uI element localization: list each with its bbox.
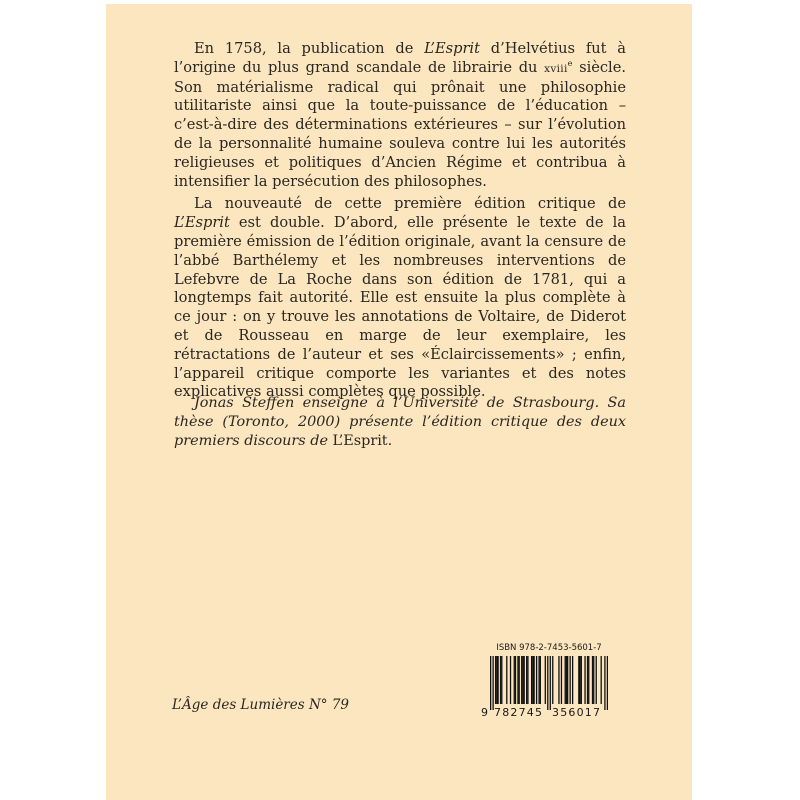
barcode-bar [569, 656, 570, 704]
barcode-bar [500, 656, 501, 704]
barcode-bar [501, 656, 502, 704]
bio-title-roman: L’Esprit [332, 433, 388, 449]
barcode-bar [497, 656, 498, 704]
barcode-bar [538, 656, 539, 704]
barcode-bar [490, 656, 491, 710]
title-italic: L’Esprit [424, 40, 480, 57]
barcode-bar [572, 656, 573, 704]
barcode-bar [578, 656, 579, 704]
century-small-caps: xviii [544, 62, 568, 75]
barcode-bar [587, 656, 588, 704]
isbn-label: ISBN 978-2-7453-5601-7 [496, 643, 602, 653]
barcode-bar [545, 656, 546, 704]
barcode-bar [519, 656, 520, 704]
barcode-bar [604, 656, 605, 710]
barcode-bar [552, 656, 553, 704]
barcode-bar [550, 656, 551, 710]
century-superscript: e [567, 58, 573, 68]
barcode-bar [565, 656, 566, 704]
blurb-paragraph-1: En 1758, la publication de L’Esprit d’Helvétius fut à l’origine du plus grand scandale de librairie du xviii$^e$ siècle. Son matérialisme radical qui prônait une philosophie utilitariste ainsi que la toute-puissance de l’éducation – c’est-à-dire des déterminations extérieures – sur l’évolution de la personnalité humaine souleva contre lui les autorités religieuses et politiques d’Ancien Régime et contribua à intensifier la persécution des philosophes. [174, 40, 626, 190]
barcode-bars [490, 656, 608, 712]
barcode-bar [531, 656, 532, 704]
barcode-digits-left: 782745 [494, 706, 544, 719]
barcode-bar [584, 656, 585, 704]
barcode-bar [567, 656, 568, 704]
barcode-bar [593, 656, 594, 704]
barcode-bar [596, 656, 597, 704]
barcode-bar [566, 656, 567, 704]
barcode-bar [524, 656, 525, 704]
barcode-bar [588, 656, 589, 704]
barcode-bar [521, 656, 522, 704]
barcode-bar [496, 656, 497, 704]
barcode-bar [522, 656, 523, 704]
barcode-bar [558, 656, 559, 704]
barcode-bar [592, 656, 593, 704]
barcode-bar [579, 656, 580, 704]
barcode-bar [547, 656, 548, 710]
barcode-bar [540, 656, 541, 704]
barcode-bar [532, 656, 533, 704]
barcode-bar [536, 656, 537, 704]
barcode-bar [510, 656, 511, 704]
barcode-bar [526, 656, 527, 704]
barcode-bar [517, 656, 518, 704]
barcode-bar [581, 656, 582, 704]
author-bio-text: Jonas Steffen enseigne à l’Université de Strasbourg. Sa thèse (Toronto, 2000) présente l’édition critique des deux premiers discours de [174, 395, 626, 449]
barcode-bar [561, 656, 562, 704]
barcode-bar [495, 656, 496, 704]
barcode-bar [601, 656, 602, 704]
barcode-bar [492, 656, 493, 710]
barcode-digits-right: 356017 [552, 706, 602, 719]
author-bio: Jonas Steffen enseigne à l’Université de Strasbourg. Sa thèse (Toronto, 2000) présente l’édition critique des deux premiers discours de L’Esprit. [174, 395, 626, 449]
series-label: L’Âge des Lumières N° 79 [172, 697, 350, 713]
barcode-bar [515, 656, 516, 704]
barcode-bar [607, 656, 608, 710]
barcode-block [480, 643, 618, 733]
barcode-bar [527, 656, 528, 704]
barcode-bar [514, 656, 515, 704]
blurb [174, 40, 626, 402]
title-italic: L’Esprit [174, 214, 230, 232]
barcode-bar [506, 656, 507, 704]
blurb-paragraph-2: La nouveauté de cette première édition critique de L’Esprit est double. D’abord, elle présente le texte de la première émission de l’édition originale, avant la censure de l’abbé Barthélemy et les nombreuses interventions de Lefebvre de La Roche dans son édition de 1781, qui a longtemps fait autorité. Elle est ensuite la plus complète à ce jour : on y trouve les annotations de Voltaire, de Diderot et de Rousseau en marge de leur exemplaire, les rétractations de l’auteur et ses «Éclaircissements» ; enfin, l’appareil critique comporte les variantes et des notes explicatives aussi complètes que possible. [174, 195, 626, 401]
barcode-bar [533, 656, 534, 704]
barcode-digit-first: 9 [481, 706, 488, 719]
